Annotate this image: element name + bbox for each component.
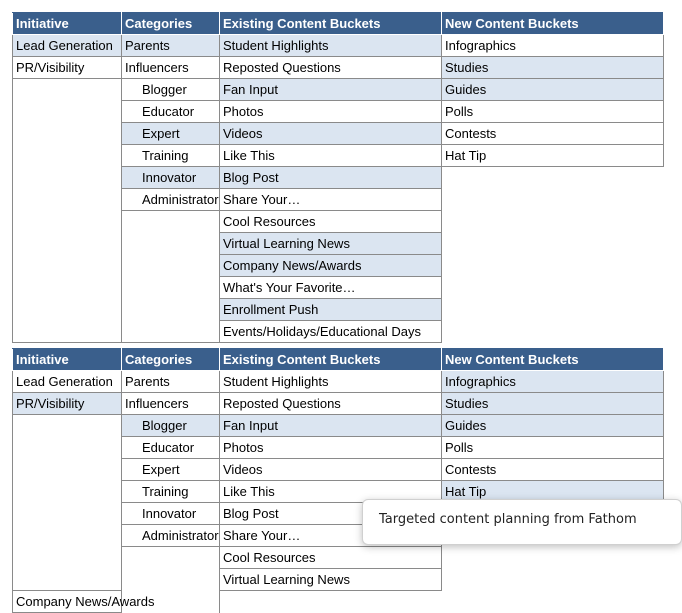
existing-cell: What's Your Favorite… <box>220 277 442 299</box>
category-cell: Innovator <box>122 503 220 525</box>
existing-cell: Virtual Learning News <box>220 233 442 255</box>
category-cell: Training <box>122 481 220 503</box>
table-row <box>13 393 664 415</box>
header-categories: Categories <box>122 349 220 371</box>
header-initiative: Initiative <box>13 13 122 35</box>
category-empty-cell <box>122 211 220 343</box>
initiative-cell: PR/Visibility <box>13 393 122 415</box>
header-existing: Existing Content Buckets <box>220 13 442 35</box>
category-cell: Parents <box>122 35 220 57</box>
existing-cell: Student Highlights <box>220 35 442 57</box>
table-row <box>13 57 664 79</box>
header-existing: Existing Content Buckets <box>220 349 442 371</box>
table-row <box>13 371 664 393</box>
existing-cell: Blog Post <box>220 503 442 525</box>
category-cell: Influencers <box>122 57 220 79</box>
existing-cell: Like This <box>220 145 442 167</box>
new-cell: Hat Tip <box>442 481 664 503</box>
category-cell: Administrator <box>122 189 220 211</box>
table-row <box>13 79 664 101</box>
caption-tooltip: Targeted content planning from Fathom <box>362 499 682 545</box>
existing-cell: Enrollment Push <box>220 299 442 321</box>
existing-cell: Reposted Questions <box>220 393 442 415</box>
existing-cell: Virtual Learning News <box>220 569 442 591</box>
category-cell: Blogger <box>122 415 220 437</box>
existing-cell: Share Your… <box>220 189 442 211</box>
existing-cell: Company News/Awards <box>220 255 442 277</box>
existing-cell: Share Your… <box>220 525 442 547</box>
new-cell: Polls <box>442 437 664 459</box>
category-cell: Training <box>122 145 220 167</box>
category-cell: Expert <box>122 123 220 145</box>
new-empty-cell <box>442 167 664 343</box>
existing-cell: Like This <box>220 481 442 503</box>
category-cell: Educator <box>122 101 220 123</box>
category-cell: Administrator <box>122 525 220 547</box>
initiative-cell: PR/Visibility <box>13 57 122 79</box>
header-new: New Content Buckets <box>442 13 664 35</box>
header-row <box>13 13 664 35</box>
table-row <box>13 415 664 437</box>
existing-cell: Fan Input <box>220 79 442 101</box>
new-cell: Polls <box>442 101 664 123</box>
category-cell: Innovator <box>122 167 220 189</box>
content-table-1 <box>12 12 664 343</box>
new-cell: Infographics <box>442 35 664 57</box>
new-cell: Guides <box>442 79 664 101</box>
existing-cell: Events/Holidays/Educational Days <box>220 321 442 343</box>
existing-cell: Cool Resources <box>220 547 442 569</box>
new-cell: Contests <box>442 123 664 145</box>
header-initiative: Initiative <box>13 349 122 371</box>
initiative-cell: Lead Generation <box>13 371 122 393</box>
header-categories: Categories <box>122 13 220 35</box>
category-cell: Expert <box>122 459 220 481</box>
existing-cell: Fan Input <box>220 415 442 437</box>
existing-cell: Videos <box>220 459 442 481</box>
initiative-empty-cell <box>13 79 122 343</box>
header-new: New Content Buckets <box>442 349 664 371</box>
category-cell: Blogger <box>122 79 220 101</box>
existing-cell: Videos <box>220 123 442 145</box>
new-cell: Contests <box>442 459 664 481</box>
existing-cell: Blog Post <box>220 167 442 189</box>
existing-cell: Company News/Awards <box>13 591 122 613</box>
existing-cell: Student Highlights <box>220 371 442 393</box>
content-table-2 <box>12 348 664 613</box>
existing-cell: Photos <box>220 437 442 459</box>
table-row <box>13 35 664 57</box>
category-cell: Educator <box>122 437 220 459</box>
initiative-cell: Lead Generation <box>13 35 122 57</box>
new-cell: Hat Tip <box>442 145 664 167</box>
new-cell: Studies <box>442 57 664 79</box>
new-cell: Infographics <box>442 371 664 393</box>
new-cell: Studies <box>442 393 664 415</box>
header-row <box>13 349 664 371</box>
initiative-empty-cell <box>13 415 122 591</box>
category-cell: Parents <box>122 371 220 393</box>
category-cell: Influencers <box>122 393 220 415</box>
existing-cell: Photos <box>220 101 442 123</box>
existing-cell: Reposted Questions <box>220 57 442 79</box>
existing-cell: Cool Resources <box>220 211 442 233</box>
new-cell: Guides <box>442 415 664 437</box>
table-row <box>13 591 664 613</box>
